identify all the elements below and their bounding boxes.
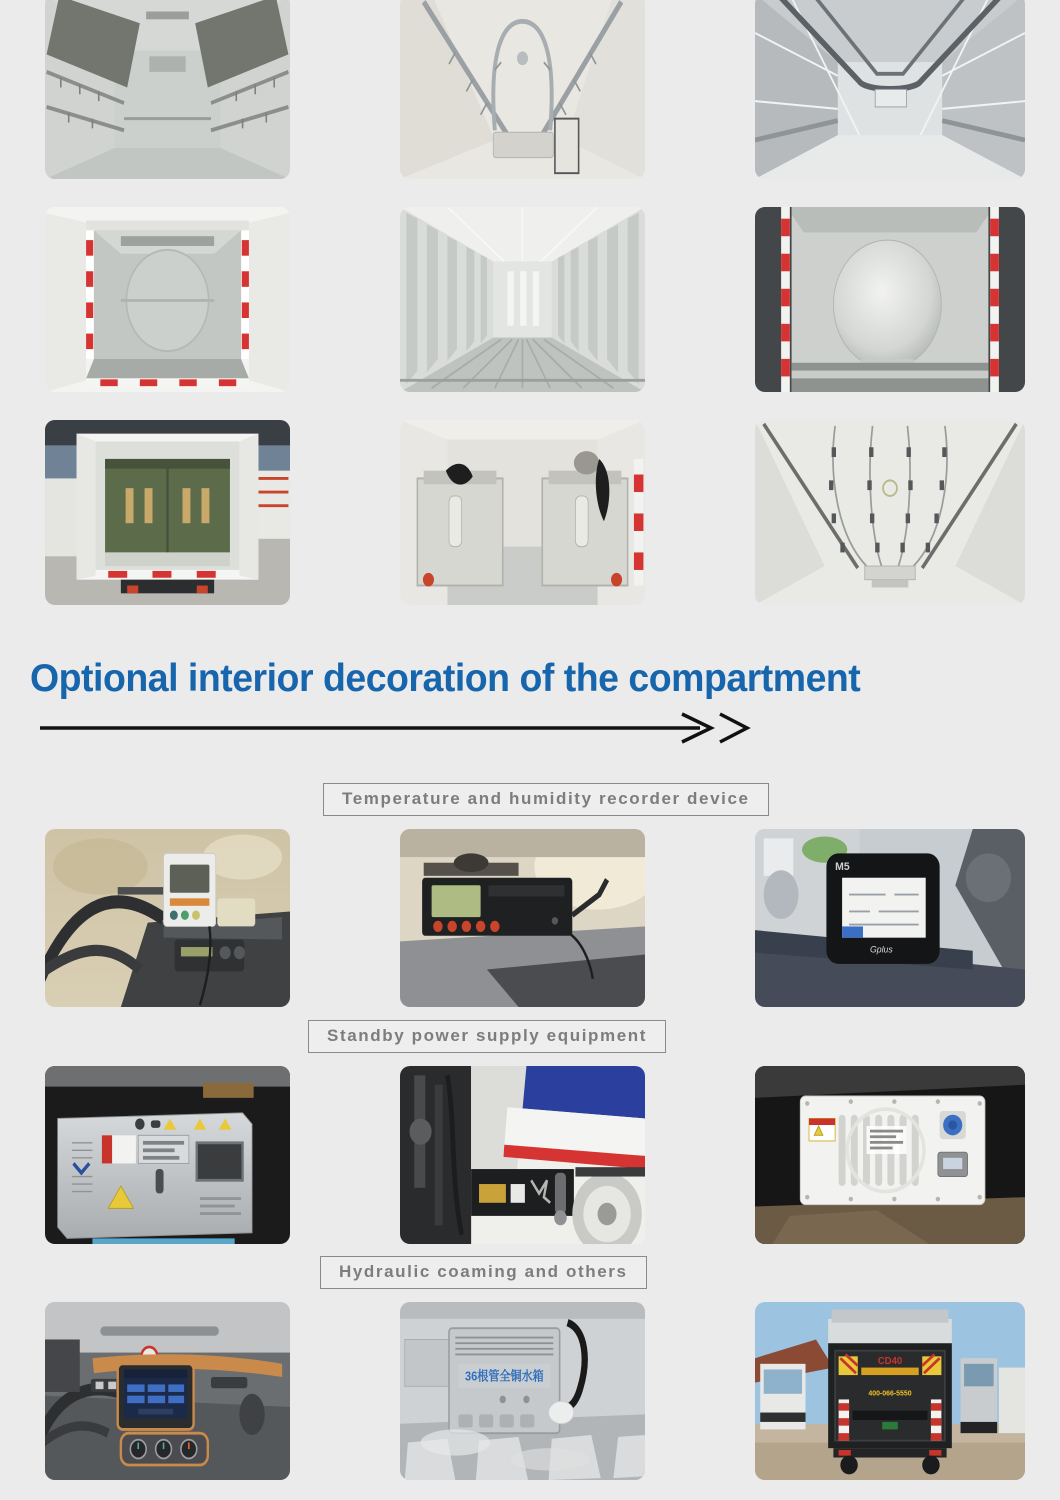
photo-box-truck-rear-open-doors[interactable] bbox=[45, 207, 290, 392]
section-label-hydraulic-coaming: Hydraulic coaming and others bbox=[320, 1256, 647, 1289]
section-label-standby-power: Standby power supply equipment bbox=[308, 1020, 666, 1053]
photo-chassis-mounted-power-equipment[interactable] bbox=[400, 1066, 645, 1244]
hanging-hooks-illustration bbox=[755, 420, 1025, 605]
green-doors-truck-illustration bbox=[45, 420, 290, 605]
monitor-brand-logo: Gplus bbox=[869, 944, 893, 955]
tail-lift-phone: 400-066-5550 bbox=[868, 1388, 912, 1398]
photo-m5-monitor-on-dashboard[interactable] bbox=[755, 829, 1025, 1007]
cab-interior-illustration bbox=[45, 1302, 290, 1480]
heading-underline-arrow bbox=[40, 711, 1060, 745]
photo-black-recorder-device-on-dash[interactable] bbox=[400, 829, 645, 1007]
photo-compartment-interior-with-meat-rails[interactable] bbox=[45, 0, 290, 179]
photo-truck-cab-interior-touchscreen[interactable] bbox=[45, 1302, 290, 1480]
photo-compartment-with-tank-bins[interactable] bbox=[400, 420, 645, 605]
tail-lift-logo: CD40 bbox=[877, 1355, 903, 1367]
photo-hanging-hook-rows-on-ceiling[interactable] bbox=[755, 420, 1025, 605]
section-temperature-recorder bbox=[0, 745, 1060, 1007]
ceiling-rail-loop-illustration bbox=[400, 0, 645, 179]
m5-monitor-illustration bbox=[755, 829, 1025, 1007]
photo-stainless-steel-compartment-rails[interactable] bbox=[755, 0, 1025, 179]
photo-slatted-container-interior[interactable] bbox=[400, 207, 645, 392]
tail-lift-illustration bbox=[755, 1302, 1025, 1480]
section-label-temperature-recorder: Temperature and humidity recorder device bbox=[323, 783, 769, 816]
generator-box-illustration bbox=[45, 1066, 290, 1244]
slatted-interior-illustration bbox=[400, 207, 645, 392]
stainless-compartment-illustration bbox=[755, 0, 1025, 179]
top-photo-grid bbox=[0, 0, 1060, 605]
section-hydraulic-coaming bbox=[0, 1244, 1060, 1480]
page-title: Optional interior decoration of the compartment bbox=[30, 657, 861, 700]
section-standby-power bbox=[0, 1007, 1060, 1244]
long-right-arrow-icon bbox=[40, 711, 760, 745]
chassis-equipment-illustration bbox=[400, 1066, 645, 1244]
photo-truck-with-green-insulated-doors[interactable] bbox=[45, 420, 290, 605]
dash-recorder-illustration bbox=[45, 829, 290, 1007]
photo-temperature-recorder-on-dashboard[interactable] bbox=[45, 829, 290, 1007]
m5-device-label: M5 bbox=[835, 860, 850, 874]
photo-steel-tank-inside-compartment[interactable] bbox=[755, 207, 1025, 392]
photo-truck-rear-hydraulic-tail-lift[interactable] bbox=[755, 1302, 1025, 1480]
photo-ceiling-meat-rail-loop[interactable] bbox=[400, 0, 645, 179]
water-tank-label: 36根管全铜水箱 bbox=[464, 1368, 544, 1384]
photo-copper-water-tank-box[interactable] bbox=[400, 1302, 645, 1480]
photo-white-power-supply-unit[interactable] bbox=[755, 1066, 1025, 1244]
compartment-interior-illustration bbox=[45, 0, 290, 179]
box-truck-rear-illustration bbox=[45, 207, 290, 392]
black-recorder-illustration bbox=[400, 829, 645, 1007]
water-tank-illustration bbox=[400, 1302, 645, 1480]
tank-bins-illustration bbox=[400, 420, 645, 605]
photo-stainless-generator-box-under-truck[interactable] bbox=[45, 1066, 290, 1244]
power-unit-illustration bbox=[755, 1066, 1025, 1244]
tank-in-compartment-illustration bbox=[755, 207, 1025, 392]
